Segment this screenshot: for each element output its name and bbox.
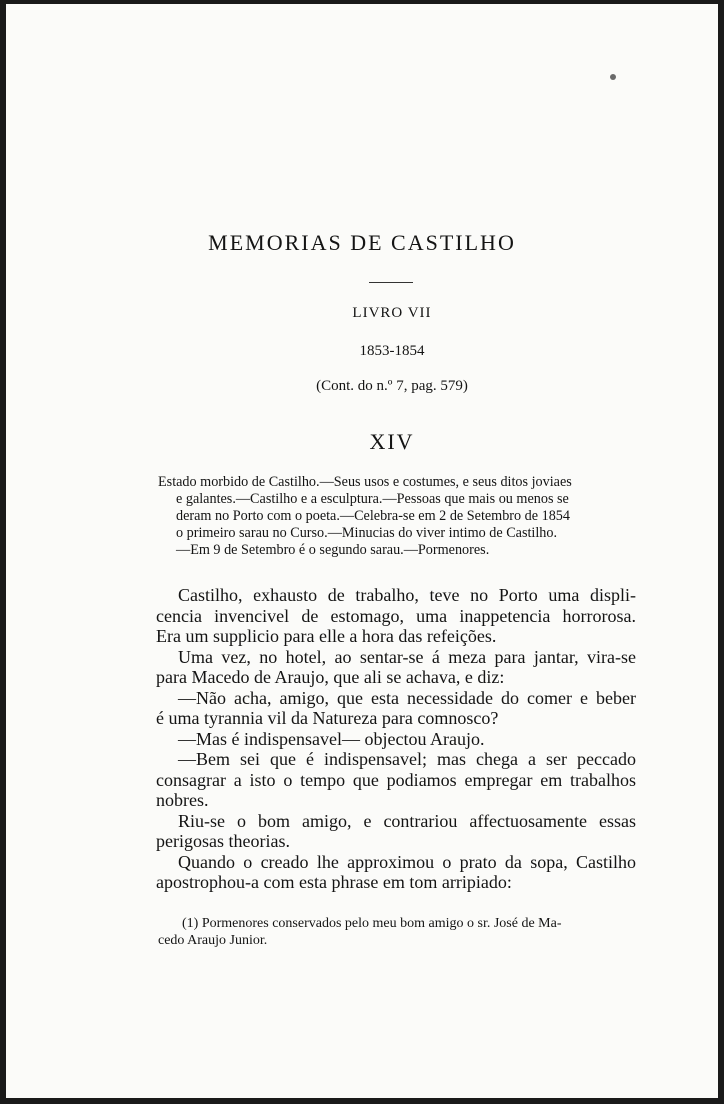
chapter-summary bbox=[158, 474, 630, 559]
summary-line: o primeiro sarau no Curso.—Minucias do viver intimo de Castilho. bbox=[176, 525, 558, 541]
footnote-line bbox=[158, 932, 626, 949]
body-line: apostrophou-a com esta phrase em tom arripiado: bbox=[156, 872, 512, 892]
footnote-text: cedo Araujo Junior. bbox=[158, 933, 268, 948]
body-line: consagrar a isto o tempo que podiamos empregar em trabalhos bbox=[156, 769, 636, 790]
chapter-number: XIV bbox=[369, 429, 415, 454]
body-line: perigosas theorias. bbox=[156, 831, 290, 851]
body-line: para Macedo de Araujo, que ali se achava, e diz: bbox=[156, 667, 505, 687]
scan-speck bbox=[610, 74, 616, 80]
body-line: Riu-se o bom amigo, e contrariou affectuosamente essas bbox=[178, 810, 636, 831]
body-line: Quando o creado lhe approximou o prato da sopa, Castilho bbox=[178, 851, 636, 872]
body-line: nobres. bbox=[156, 790, 209, 810]
body-line: Era um supplicio para elle a hora das refeições. bbox=[156, 626, 497, 646]
body-line: é uma tyrannia vil da Natureza para comnosco? bbox=[156, 708, 499, 728]
book-number: LIVRO VII bbox=[352, 305, 432, 321]
continuation-note: (Cont. do n.º 7, pag. 579) bbox=[316, 378, 468, 394]
body-line: cencia invencivel de estomago, uma inappetencia horrorosa. bbox=[156, 605, 636, 626]
summary-line: —Em 9 de Setembro é o segundo sarau.—Pormenores. bbox=[176, 542, 490, 558]
footnote bbox=[158, 915, 626, 949]
body-text bbox=[156, 585, 636, 893]
summary-line: Estado morbido de Castilho.—Seus usos e costumes, e seus ditos joviaes bbox=[158, 474, 572, 490]
body-line: Castilho, exhausto de trabalho, teve no Porto uma displi- bbox=[178, 585, 636, 605]
footnote-line: (1) Pormenores conservados pelo meu bom amigo o sr. José de Ma- bbox=[182, 916, 562, 931]
book-page bbox=[6, 4, 718, 1098]
body-line: —Não acha, amigo, que esta necessidade do comer e beber bbox=[178, 687, 636, 708]
page-title: MEMORIAS DE CASTILHO bbox=[208, 230, 516, 255]
year-range: 1853-1854 bbox=[359, 343, 425, 359]
summary-line: e galantes.—Castilho e a esculptura.—Pessoas que mais ou menos se bbox=[176, 491, 569, 507]
body-line: —Mas é indispensavel— objectou Araujo. bbox=[178, 728, 485, 749]
summary-line: deram no Porto com o poeta.—Celebra-se em 2 de Setembro de 1854 bbox=[176, 508, 570, 524]
body-line: Uma vez, no hotel, ao sentar-se á meza para jantar, vira-se bbox=[178, 646, 636, 667]
body-line: —Bem sei que é indispensavel; mas chega a ser peccado bbox=[178, 749, 636, 769]
title-divider bbox=[369, 282, 413, 283]
